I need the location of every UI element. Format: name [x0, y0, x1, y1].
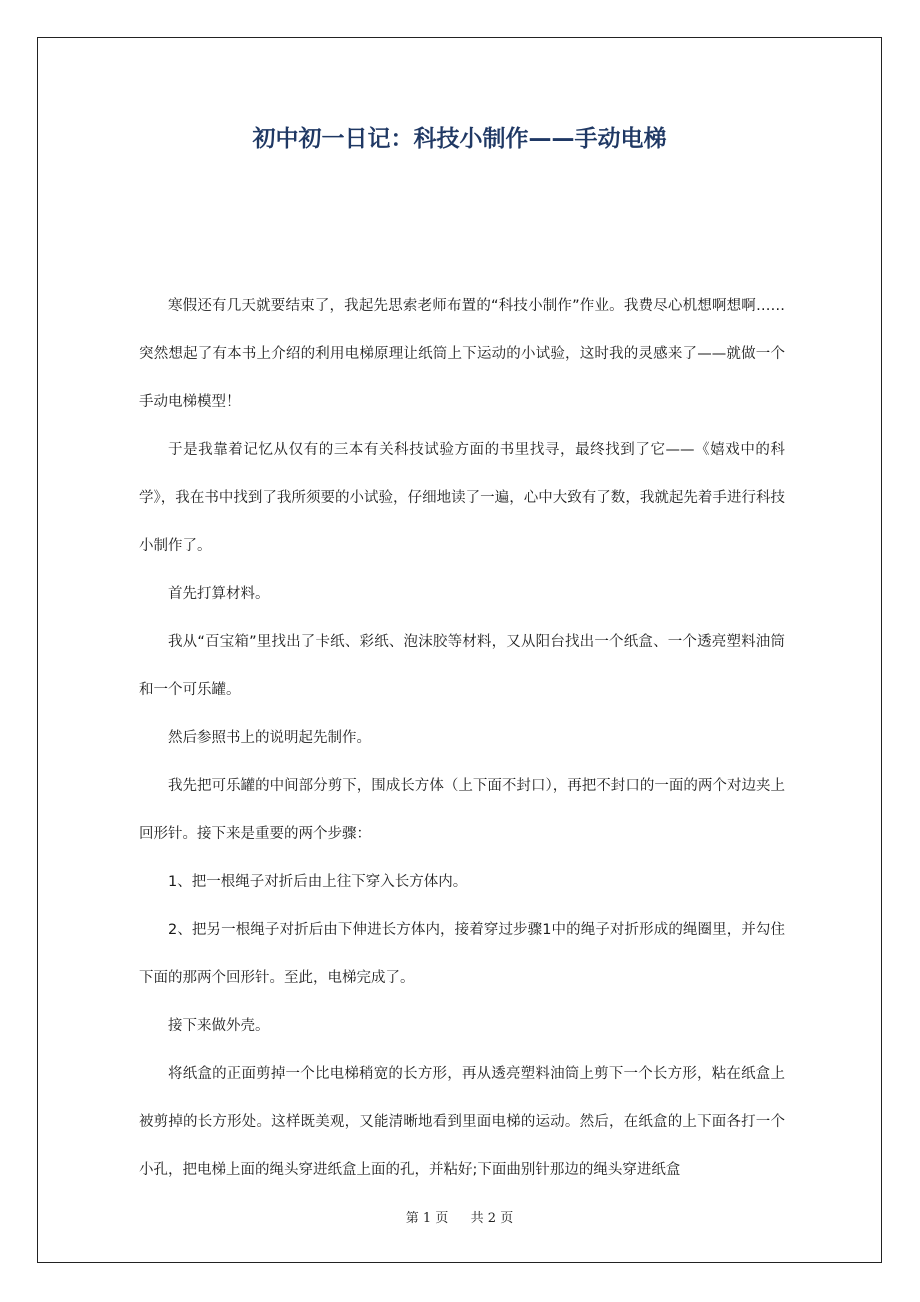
- page-current: 1: [422, 1211, 432, 1226]
- paragraph: 首先打算材料。: [168, 586, 270, 602]
- paragraph: 接下来做外壳。: [168, 1018, 270, 1034]
- page-footer: [37, 1207, 882, 1226]
- paragraph: 我从“百宝箱”里找出了卡纸、彩纸、泡沫胶等材料，又从阳台找出一个纸盒、一个透亮塑料油筒和一个可乐罐。: [139, 634, 785, 698]
- paragraph: 然后参照书上的说明起先制作。: [168, 730, 371, 746]
- page-label: 第: [405, 1211, 419, 1226]
- paragraph: 寒假还有几天就要结束了，我起先思索老师布置的“科技小制作”作业。我费尽心机想啊想啊……突然想起了有本书上介绍的利用电梯原理让纸筒上下运动的小试验，这时我的灵感来了——就做一个手动电梯模型！: [139, 298, 785, 410]
- page-total: 2: [487, 1211, 497, 1226]
- paragraph: 2、把另一根绳子对折后由下伸进长方体内，接着穿过步骤1中的绳子对折形成的绳圈里，并勾住下面的那两个回形针。至此，电梯完成了。: [139, 922, 785, 986]
- paragraph: 将纸盒的正面剪掉一个比电梯稍宽的长方形，再从透亮塑料油筒上剪下一个长方形，粘在纸盒上被剪掉的长方形处。这样既美观，又能清晰地看到里面电梯的运动。然后，在纸盒的上下面各打一个小孔，把电梯上面的绳头穿进纸盒上面的孔，并粘好;下面曲别针那边的绳头穿进纸盒: [139, 1066, 785, 1178]
- document-title: 初中初一日记：科技小制作——手动电梯: [252, 126, 667, 152]
- total-label: 共: [470, 1211, 484, 1226]
- paragraph: 于是我靠着记忆从仅有的三本有关科技试验方面的书里找寻，最终找到了它——《嬉戏中的科学》，我在书中找到了我所须要的小试验，仔细地读了一遍，心中大致有了数，我就起先着手进行科技小制作了。: [139, 442, 785, 554]
- document-body: [139, 282, 785, 1194]
- paragraph: 我先把可乐罐的中间部分剪下，围成长方体（上下面不封口），再把不封口的一面的两个对边夹上回形针。接下来是重要的两个步骤：: [139, 778, 785, 842]
- paragraph: 1、把一根绳子对折后由上往下穿入长方体内。: [168, 874, 468, 890]
- page-unit: 页: [435, 1211, 449, 1226]
- total-unit: 页: [500, 1211, 514, 1226]
